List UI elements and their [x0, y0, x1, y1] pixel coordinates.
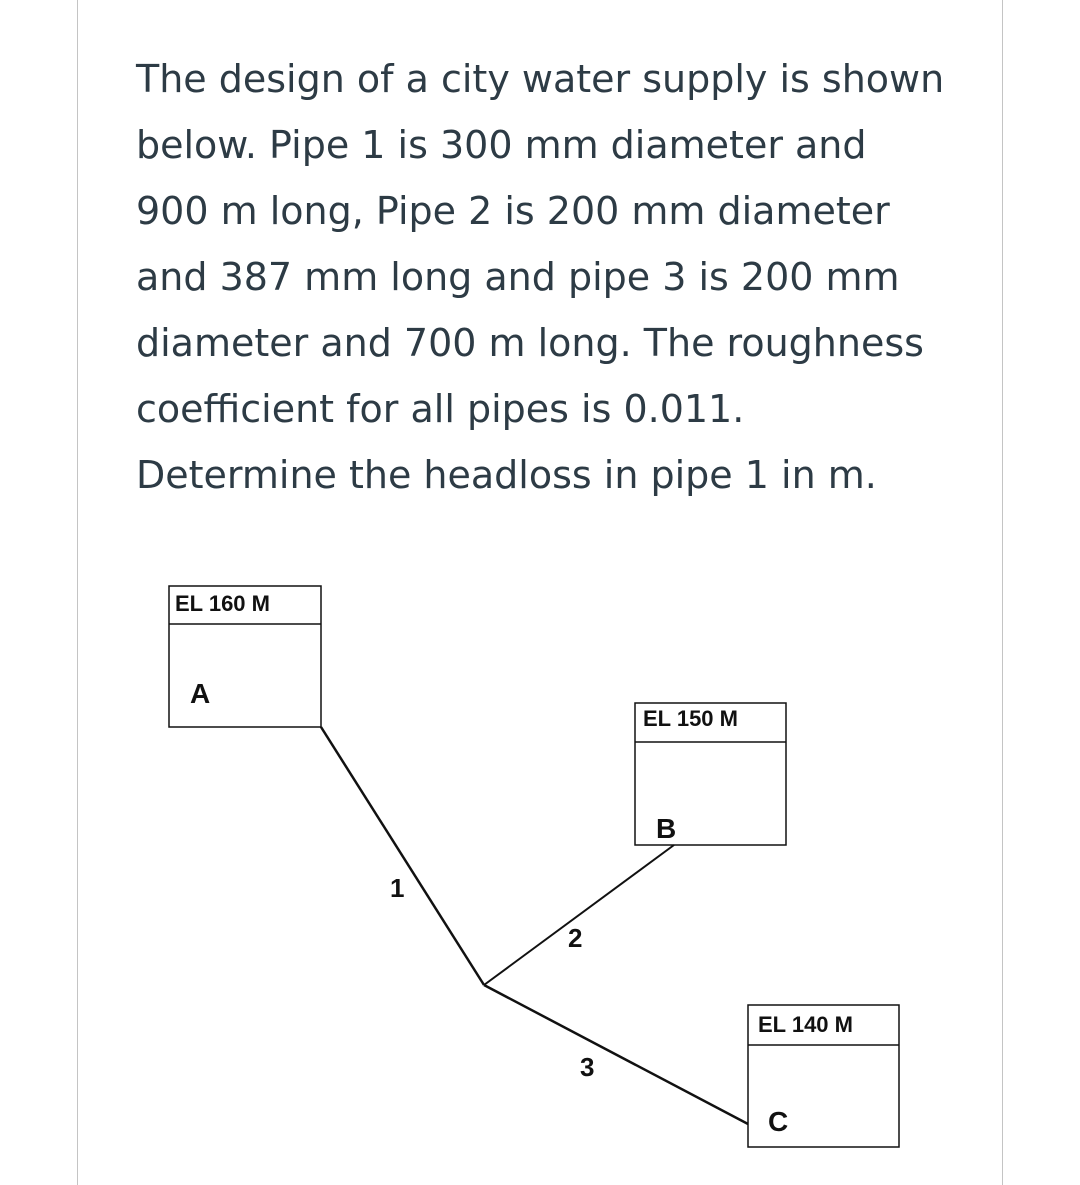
reservoir-c	[748, 1005, 899, 1147]
question-line: diameter and 700 m long. The roughness	[136, 321, 924, 365]
question-line: The design of a city water supply is shown	[136, 57, 945, 101]
question-line: and 387 mm long and pipe 3 is 200 mm	[136, 255, 900, 299]
reservoir-b-letter: B	[656, 813, 677, 844]
pipe-1-line	[321, 727, 484, 985]
reservoir-b-elevation: EL 150 M	[643, 706, 738, 731]
question-line: Determine the headloss in pipe 1 in m.	[136, 453, 877, 497]
reservoir-a-letter: A	[190, 678, 211, 709]
pipe-2-line	[484, 845, 674, 985]
reservoir-b	[635, 703, 786, 845]
question-line: below. Pipe 1 is 300 mm diameter and	[136, 123, 867, 167]
reservoir-a	[169, 586, 321, 727]
reservoir-a-elevation: EL 160 M	[175, 591, 270, 616]
reservoir-c-letter: C	[768, 1106, 789, 1137]
pipe-3-label: 3	[580, 1052, 595, 1082]
pipe-2-label: 2	[568, 923, 583, 953]
pipe-1-label: 1	[390, 873, 405, 903]
reservoir-c-elevation: EL 140 M	[758, 1012, 853, 1037]
question-line: 900 m long, Pipe 2 is 200 mm diameter	[136, 189, 890, 233]
question-line: coefficient for all pipes is 0.011.	[136, 387, 745, 431]
pipe-3-line	[484, 985, 748, 1124]
